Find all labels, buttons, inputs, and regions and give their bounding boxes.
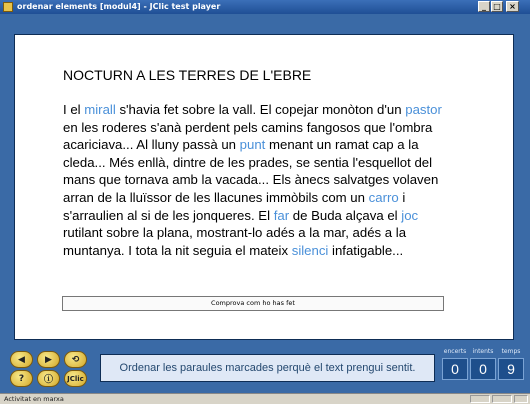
activity-heading: NOCTURN A LES TERRES DE L'EBRE (63, 67, 312, 83)
score-counter: 0 (442, 358, 468, 380)
draggable-word[interactable]: carro (368, 189, 399, 205)
attempts-counter: 0 (470, 358, 496, 380)
info-icon: ⓘ (43, 375, 53, 385)
draggable-word[interactable]: mirall (84, 102, 116, 117)
draggable-word[interactable]: punt (239, 137, 266, 153)
minimize-button[interactable]: _ (478, 1, 490, 12)
text-fragment: infatigable... (328, 242, 404, 258)
arrow-right-icon: ▶ (45, 354, 52, 365)
draggable-word[interactable]: pastor (405, 102, 442, 117)
window-title: ordenar elements [modul4] - JClic test player (17, 2, 221, 11)
text-fragment: de Buda alçava el (289, 207, 402, 223)
reload-icon: ⟲ (71, 354, 80, 365)
arrow-left-icon: ◀ (18, 354, 25, 365)
activity-text (63, 101, 443, 259)
draggable-word[interactable]: far (273, 207, 290, 223)
help-button[interactable] (10, 370, 33, 387)
text-fragment: rutilant sobre la plana, mostrant-lo adés a la mar, adés a la muntanya. I tota la nit seguia el mateix (63, 225, 407, 258)
draggable-word[interactable]: joc (401, 207, 419, 223)
draggable-word[interactable]: silenci (291, 242, 329, 258)
status-cell (514, 395, 528, 403)
status-cell (492, 395, 512, 403)
jclic-logo-button[interactable] (64, 370, 87, 387)
info-button[interactable] (37, 370, 60, 387)
text-fragment: i s'arraulien al si de les jonqueres. El (63, 189, 406, 223)
next-activity-button[interactable] (37, 351, 60, 368)
attempts-label: intents (472, 348, 494, 355)
prev-activity-button[interactable] (10, 351, 33, 368)
reset-activity-button[interactable] (64, 351, 87, 368)
jclic-logo: JClic (67, 374, 84, 383)
check-button[interactable]: Comprova com ho has fet (62, 296, 444, 311)
text-fragment: I el (63, 102, 85, 117)
maximize-button[interactable]: □ (491, 1, 503, 12)
time-counter: 9 (498, 358, 524, 380)
text-fragment: en les roderes s'anà perdent pels camins fangosos que l'ombra acariciava... Al lluny passà un (63, 119, 433, 153)
text-fragment: menant un ramat cap a la cleda... Més enllà, dintre de les prades, se sentia l'esquellot del mans que tornava amb la vacada... Els ànecs salvatges volaven arran de la lluïssor de les llacunes immòbils com un (63, 137, 439, 205)
window-titlebar (0, 0, 530, 14)
time-label: temps (501, 348, 521, 355)
status-cell (470, 395, 490, 403)
app-icon (3, 2, 13, 12)
score-label: encerts (443, 348, 467, 355)
help-icon: ? (18, 373, 25, 384)
message-box: Ordenar les paraules marcades perquè el text prengui sentit. (100, 354, 435, 382)
player-frame (0, 14, 530, 393)
status-text: Activitat en marxa (4, 395, 64, 403)
status-bar (0, 393, 530, 404)
text-fragment: s'havia fet sobre la vall. El copejar monòton d'un (115, 102, 406, 117)
close-button[interactable]: × (506, 1, 519, 12)
